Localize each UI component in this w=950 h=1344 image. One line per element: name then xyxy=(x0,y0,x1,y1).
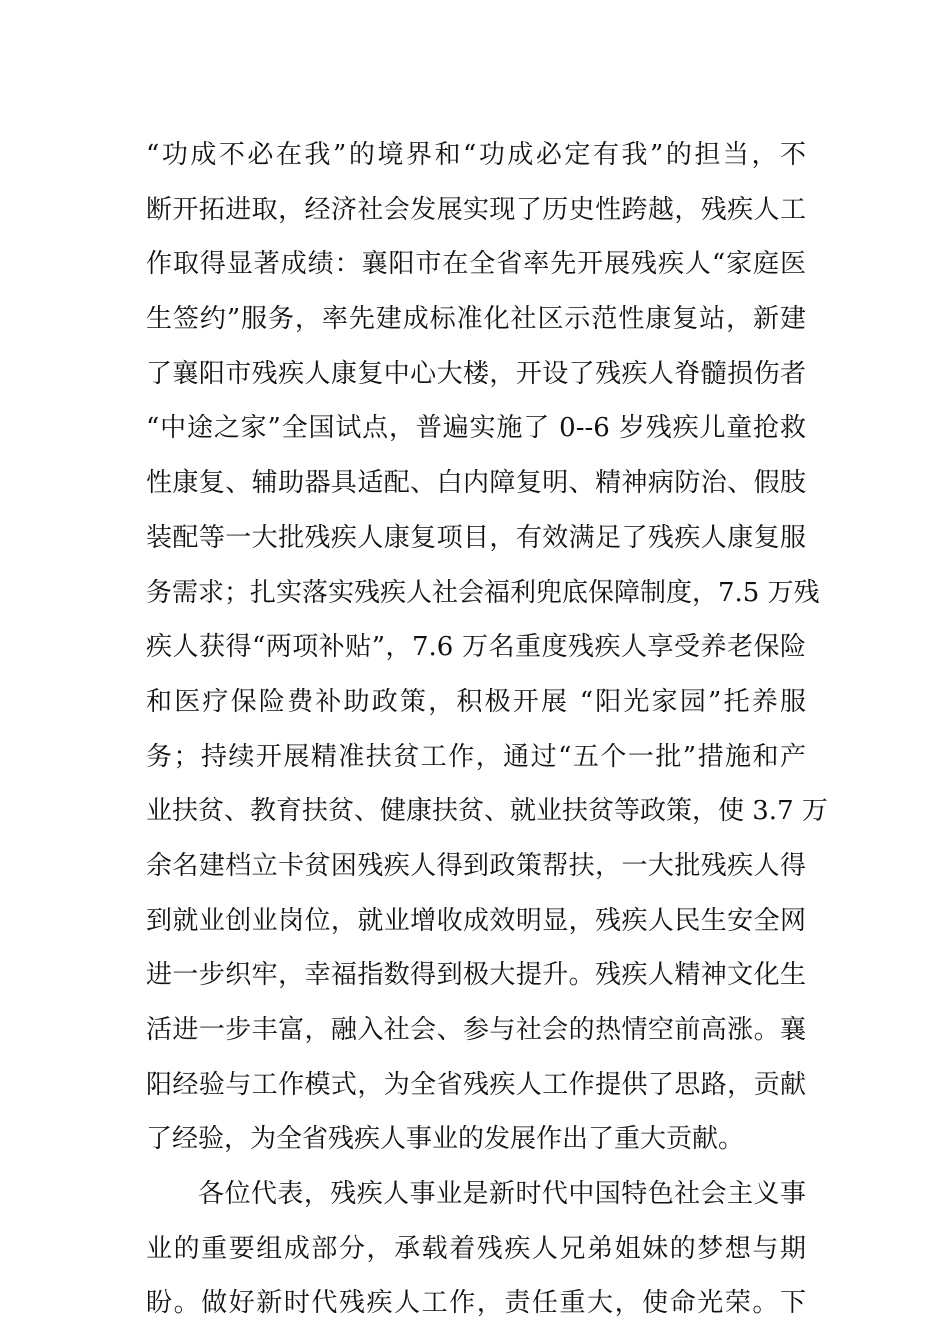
paragraph xyxy=(146,1167,806,1331)
text-line: 业的重要组成部分，承载着残疾人兄弟姐妹的梦想与期 xyxy=(146,1233,806,1264)
text-line: 余名建档立卡贫困残疾人得到政策帮扶，一大批残疾人得 xyxy=(146,850,806,881)
body-text xyxy=(146,128,828,1331)
text-line: 了经验，为全省残疾人事业的发展作出了重大贡献。 xyxy=(146,1124,745,1155)
text-line: 各位代表，残疾人事业是新时代中国特色社会主义事 xyxy=(198,1179,806,1210)
text-line: 作取得显著成绩：襄阳市在全省率先开展残疾人“家庭医 xyxy=(146,249,806,280)
text-line: 和医疗保险费补助政策，积极开展 “阳光家园”托养服 xyxy=(146,686,806,717)
text-line: 盼。做好新时代残疾人工作，责任重大，使命光荣。下 xyxy=(146,1288,806,1319)
text-line: “功成不必在我”的境界和“功成必定有我”的担当，不 xyxy=(146,140,806,170)
text-line: “中途之家”全国试点，普遍实施了 0--6 岁残疾儿童抢救 xyxy=(146,413,806,444)
text-line: 业扶贫、教育扶贫、健康扶贫、就业扶贫等政策，使 3.7 万 xyxy=(146,796,828,827)
text-line: 生签约”服务，率先建成标准化社区示范性康复站，新建 xyxy=(146,304,806,335)
text-line: 阳经验与工作模式，为全省残疾人工作提供了思路，贡献 xyxy=(146,1069,806,1100)
text-line: 性康复、辅助器具适配、白内障复明、精神病防治、假肢 xyxy=(146,468,806,499)
text-line: 装配等一大批残疾人康复项目，有效满足了残疾人康复服 xyxy=(146,522,806,553)
text-line: 疾人获得“两项补贴”，7.6 万名重度残疾人享受养老保险 xyxy=(146,632,806,663)
paragraph xyxy=(146,128,828,1167)
text-line: 务需求；扎实落实残疾人社会福利兜底保障制度，7.5 万残 xyxy=(146,577,820,608)
text-line: 活进一步丰富，融入社会、参与社会的热情空前高涨。襄 xyxy=(146,1015,806,1045)
text-line: 务；持续开展精准扶贫工作，通过“五个一批”措施和产 xyxy=(146,741,806,772)
text-line: 断开拓进取，经济社会发展实现了历史性跨越，残疾人工 xyxy=(146,194,806,225)
text-line: 了襄阳市残疾人康复中心大楼，开设了残疾人脊髓损伤者 xyxy=(146,358,806,389)
text-line: 到就业创业岗位，就业增收成效明显，残疾人民生安全网 xyxy=(146,905,806,936)
text-line: 进一步织牢，幸福指数得到极大提升。残疾人精神文化生 xyxy=(146,960,806,991)
